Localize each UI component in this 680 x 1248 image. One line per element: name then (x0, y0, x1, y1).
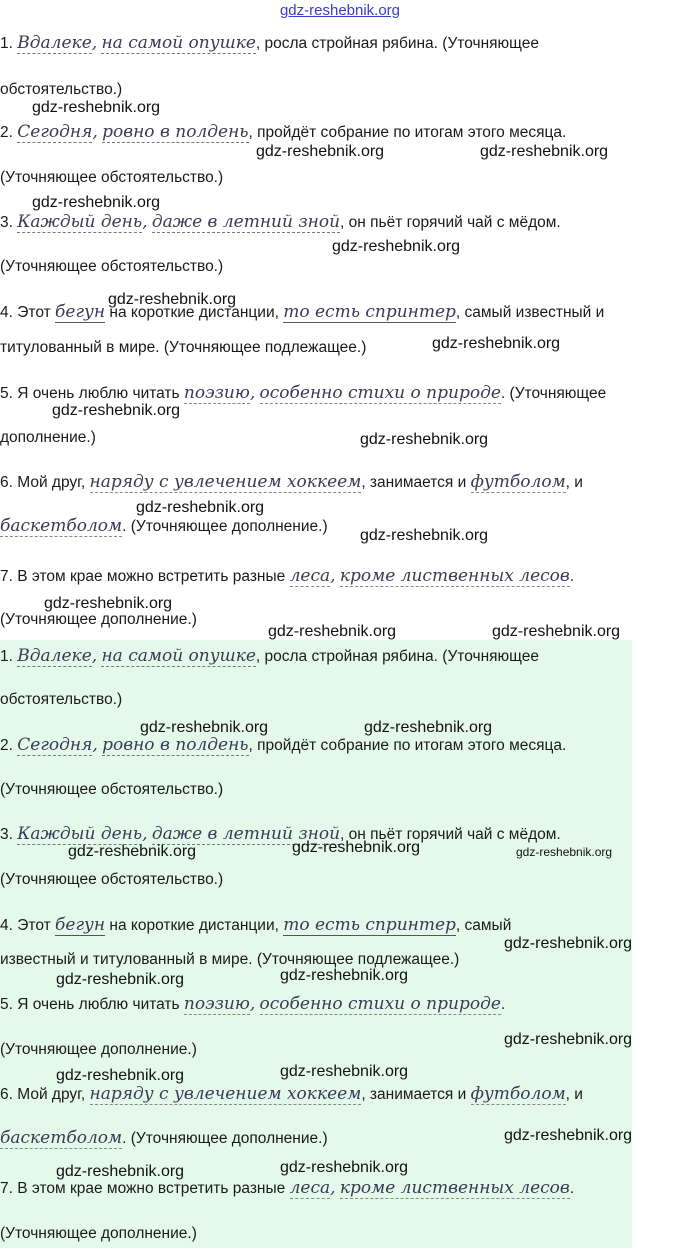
sentence-7: 7. В этом крае можно встретить разные леса, кроме лиственных лесов. (0, 566, 575, 586)
handwritten-word: Вдалеке (17, 33, 92, 53)
watermark: gdz-reshebnik.org (268, 623, 397, 640)
sentence-1: 1. Вдалеке, на самой опушке, росла стройная рябина. (Уточняющее (0, 646, 539, 666)
watermark: gdz-reshebnik.org (56, 1067, 185, 1084)
watermark: gdz-reshebnik.org (364, 719, 493, 736)
sentence-4-cont: титулованный в мире. (Уточняющее подлежащее.) (0, 339, 367, 356)
watermark: gdz-reshebnik.org (108, 291, 237, 308)
watermark: gdz-reshebnik.org (256, 143, 385, 160)
watermark: gdz-reshebnik.org (492, 623, 621, 640)
sentence-4-cont: известный и титулованный в мире. (Уточняющее подлежащее.) (0, 951, 460, 968)
watermark: gdz-reshebnik.org (280, 1159, 409, 1176)
sentence-3: 3. Каждый день, даже в летний зной, он пьёт горячий чай с мёдом. (0, 824, 561, 844)
watermark: gdz-reshebnik.org (136, 499, 265, 516)
sentence-7: 7. В этом крае можно встретить разные леса, кроме лиственных лесов. (0, 1178, 575, 1198)
watermark: gdz-reshebnik.org (504, 935, 633, 952)
watermark: gdz-reshebnik.org (56, 1163, 185, 1180)
watermark: gdz-reshebnik.org (32, 99, 161, 116)
sentence-2: 2. Сегодня, ровно в полдень, пройдёт собрание по итогам этого месяца. (0, 735, 567, 755)
watermark: gdz-reshebnik.org (140, 719, 269, 736)
sentence-3-cont: (Уточняющее обстоятельство.) (0, 258, 224, 275)
watermark: gdz-reshebnik.org (32, 194, 161, 211)
sentence-3-cont: (Уточняющее обстоятельство.) (0, 871, 224, 888)
sentence-1: 1. Вдалеке, на самой опушке, росла стройная рябина. (Уточняющее (0, 33, 539, 53)
watermark: gdz-reshebnik.org (292, 839, 421, 856)
watermark: gdz-reshebnik.org (56, 971, 185, 988)
watermark: gdz-reshebnik.org (504, 1031, 633, 1048)
watermark: gdz-reshebnik.org (44, 595, 173, 612)
watermark: gdz-reshebnik.org (516, 845, 613, 859)
sentence-5-cont: дополнение.) (0, 429, 96, 446)
sentence-2: 2. Сегодня, ровно в полдень, пройдёт собрание по итогам этого месяца. (0, 122, 567, 142)
sentence-7-cont: (Уточняющее дополнение.) (0, 611, 197, 628)
watermark: gdz-reshebnik.org (504, 1127, 633, 1144)
watermark: gdz-reshebnik.org (332, 238, 461, 255)
sentence-5: 5. Я очень люблю читать поэзию, особенно стихи о природе. (0, 994, 506, 1014)
watermark: gdz-reshebnik.org (360, 431, 489, 448)
watermark: gdz-reshebnik.org (432, 335, 561, 352)
sentence-4: 4. Этот бегун на короткие дистанции, то есть спринтер, самый (0, 915, 512, 935)
sentence-2-cont: (Уточняющее обстоятельство.) (0, 781, 224, 798)
site-header[interactable]: gdz-reshebnik.org (279, 2, 401, 19)
handwritten-phrase: на самой опушке (101, 33, 256, 53)
sentence-1-cont: обстоятельство.) (0, 81, 123, 98)
watermark: gdz-reshebnik.org (280, 1063, 409, 1080)
watermark: gdz-reshebnik.org (480, 143, 609, 160)
sentence-1-cont: обстоятельство.) (0, 691, 123, 708)
sentence-5-cont: (Уточняющее дополнение.) (0, 1041, 197, 1058)
sentence-6-cont: баскетболом. (Уточняющее дополнение.) (0, 1128, 328, 1148)
watermark: gdz-reshebnik.org (280, 967, 409, 984)
sentence-6: 6. Мой друг, наряду с увлечением хоккеем, занимается и футболом, и (0, 472, 583, 492)
sentence-2-cont: (Уточняющее обстоятельство.) (0, 169, 224, 186)
sentence-3: 3. Каждый день, даже в летний зной, он пьёт горячий чай с мёдом. (0, 212, 561, 232)
watermark: gdz-reshebnik.org (52, 402, 181, 419)
sentence-6-cont: баскетболом. (Уточняющее дополнение.) (0, 516, 328, 536)
sentence-6: 6. Мой друг, наряду с увлечением хоккеем, занимается и футболом, и (0, 1084, 583, 1104)
sentence-5: 5. Я очень люблю читать поэзию, особенно стихи о природе. (Уточняющее (0, 383, 607, 403)
sentence-7-cont: (Уточняющее дополнение.) (0, 1225, 197, 1242)
watermark: gdz-reshebnik.org (68, 843, 197, 860)
sentence-4: 4. Этот бегун на короткие дистанции, то есть спринтер, самый известный и (0, 302, 605, 322)
watermark: gdz-reshebnik.org (360, 527, 489, 544)
